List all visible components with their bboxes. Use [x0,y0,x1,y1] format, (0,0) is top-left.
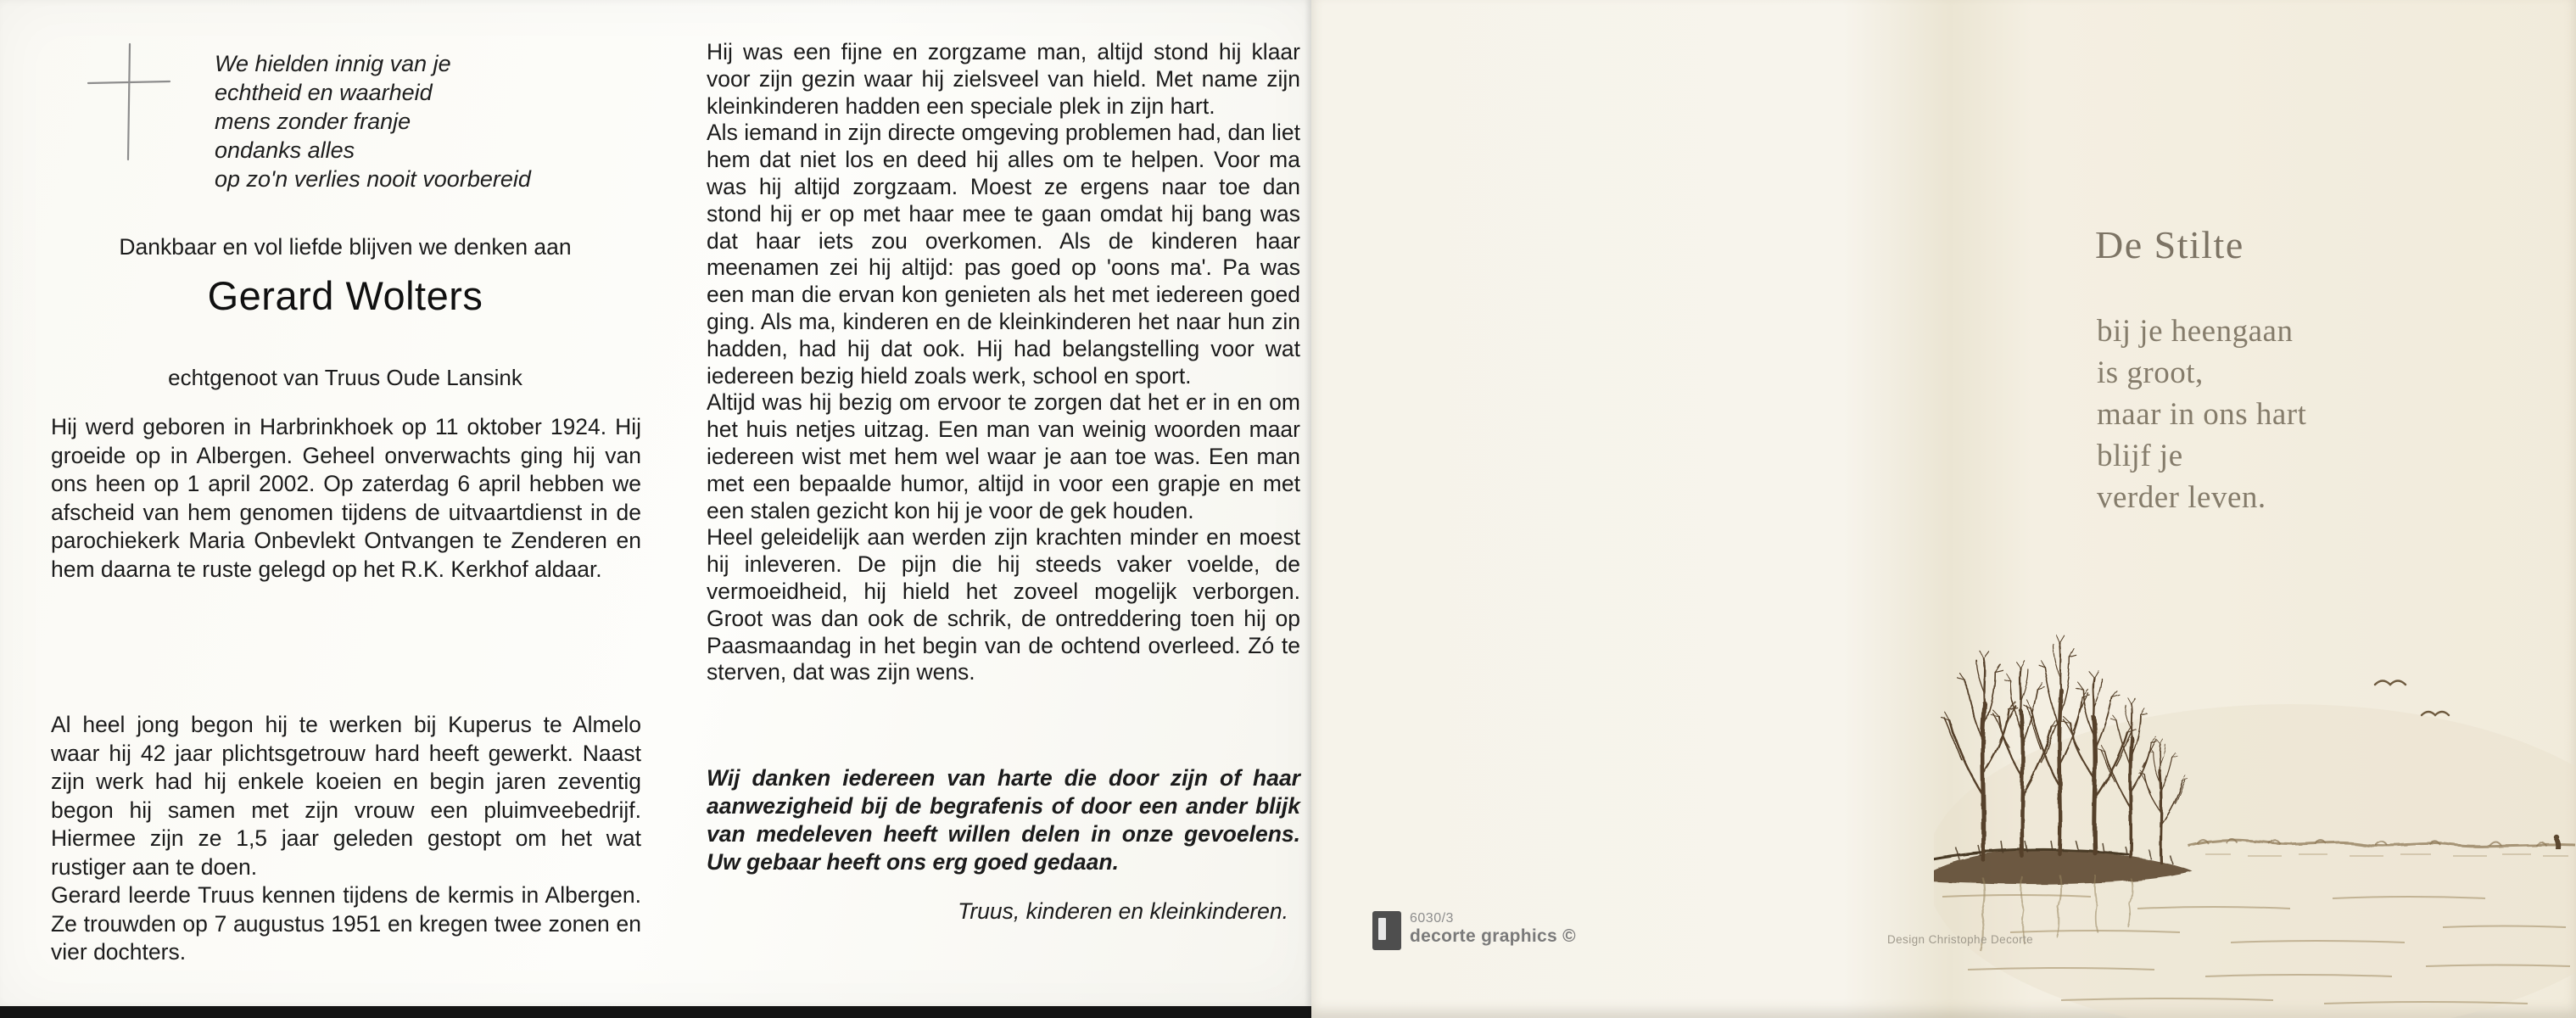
poem-line: bij je heengaan [2097,314,2294,349]
memorial-paragraph: Hij was een fijne en zorgzame man, altijd stond hij klaar voor zijn gezin waar hij zielsveel van hield. Met name zijn kleinkinderen hadden een speciale plek in zijn hart. [707,39,1300,119]
relation-line: echtgenoot van Truus Oude Lansink [168,365,522,390]
imprint-code: 6030/3 [1410,911,1454,926]
imprint-text [1410,911,1576,947]
stilte-title: De Stilte [2095,223,2244,266]
dedication-line: Dankbaar en vol liefde blijven we denken aan [119,234,572,260]
poem-line: is groot, [2097,355,2204,390]
biography-paragraph: Hij werd geboren in Harbrinkhoek op 11 oktober 1924. Hij groeide op in Albergen. Geheel onverwachts ging hij van ons heen op 1 april 2002. Op zaterdag 6 april hebben we afscheid van hem genomen tijdens de uitvaartdienst in de parochiekerk Maria Onbevlekt Ontvangen te Zenderen en hem daarna te ruste gelegd op het R.K. Kerkhof aldaar. [51,414,641,582]
poem-line: blijf je [2097,439,2183,473]
decorte-logo-icon [1372,911,1401,950]
memorial-text-column [707,39,1300,926]
landscape-drawing [1934,590,2576,1018]
imprint-studio: decorte graphics © [1410,926,1576,946]
design-credit: Design Christophe Decorte [1887,933,2034,946]
memorial-paragraph: Altijd was hij bezig om ervoor te zorgen dat het er in en om het huis netjes uitzag. Een man van weinig woorden maar iedereen wist met hem wel waar je aan toe was. Een man met een bepaalde humor, altijd in voor een grapje en met een stalen gezicht kon hij je voor de gek houden. [707,389,1300,523]
decorte-logo-glyph [1378,918,1386,940]
poem-line: echtheid en waarheid [215,80,433,105]
poem-line: maar in ons hart [2097,397,2307,432]
deceased-name: Gerard Wolters [207,273,483,318]
biography-paragraph: Al heel jong begon hij te werken bij Kuperus te Almelo waar hij 42 jaar plichtsgetrouw hard heeft gewerkt. Naast zijn werk had hij enkele koeien en begin jaren zeventig begon hij samen met zijn vrouw een pluimveebedrijf. Hiermee zijn ze 1,5 jaar geleden gestopt om het wat rustiger aan te doen. [51,712,641,880]
signature-line: Truus, kinderen en kleinkinderen. [958,898,1288,925]
cross-icon [81,39,192,166]
biography-paragraph: Gerard leerde Truus kennen tijdens de kermis in Albergen. Ze trouwden op 7 augustus 1951 en kregen twee zonen en vier dochters. [51,882,641,965]
printer-imprint [1372,911,1576,950]
memorial-paragraph: Heel geleidelijk aan werden zijn krachten minder en moest hij inleveren. De pijn die hij steeds vaker voelde, de vermoeidheid, hij hield het zoveel mogelijk verborgen. Groot was dan ook de schrik, de ontreddering toen hij op Paasmaandag in het begin van de ochtend overleed. Zó te sterven, dat was zijn wens. [707,524,1300,685]
poem-line: ondanks alles [215,137,355,163]
poem-line: op zo'n verlies nooit voorbereid [215,166,531,192]
stilte-poem [2097,310,2306,518]
opening-poem [215,49,531,193]
poem-line: verder leven. [2097,480,2266,515]
stilte-card [1311,0,2576,1018]
thanks-paragraph: Wij danken iedereen van harte die door zijn of haar aanwezigheid bij de begrafenis of door een ander blijk van medeleven heeft willen delen in onze gevoelens. Uw gebaar heeft ons erg goed gedaan. [707,765,1300,875]
poem-line: mens zonder franje [215,109,411,134]
poem-line: We hielden innig van je [215,51,451,76]
biography-block [51,711,641,967]
memorial-paragraph: Als iemand in zijn directe omgeving problemen had, dan liet hem dat niet los en deed hij alles om te helpen. Voor ma was hij altijd zorgzaam. Moest ze ergens naar toe dan stond hij er op met haar mee te gaan omdat hij bang was dat haar iets zou overkomen. Als de kinderen haar meenamen zei hij altijd: pas goed op 'oons ma'. Pa was een man die ervan kon genieten als het met iedereen goed ging. Als ma, kinderen en de kleinkinderen het naar hun zin hadden, had hij dat ook. Hij had belangstelling voor wat iedereen bezig hield zoals werk, school en sport. [707,120,1300,389]
